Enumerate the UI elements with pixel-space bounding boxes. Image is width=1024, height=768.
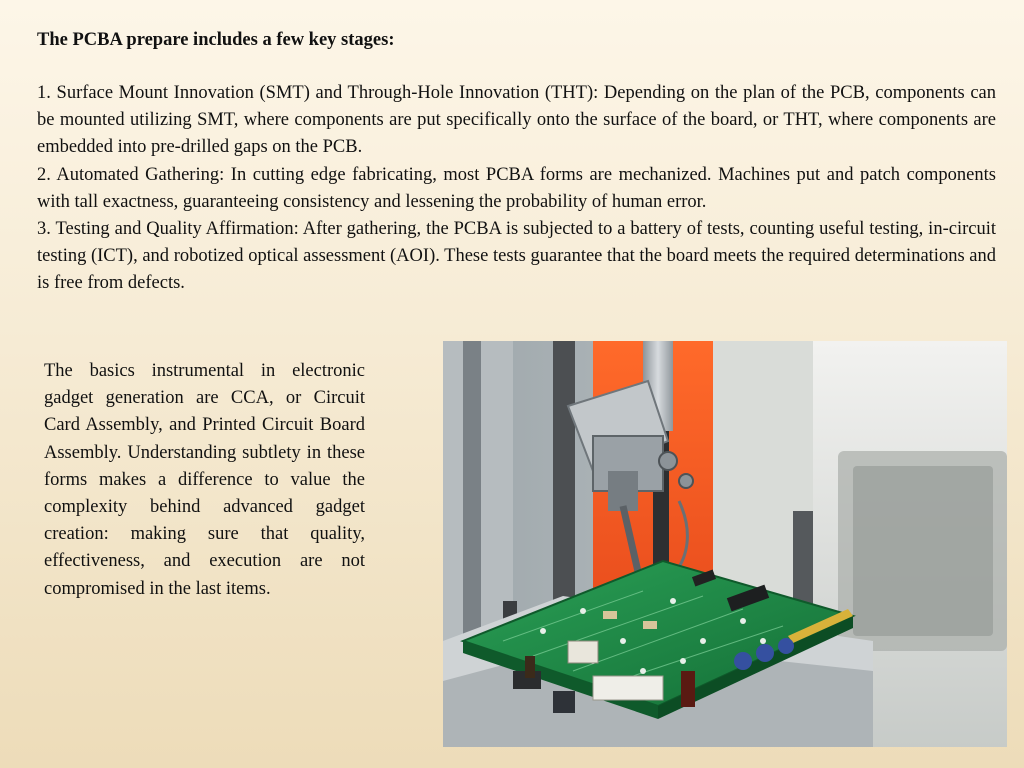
- stage-item-smt-tht: 1. Surface Mount Innovation (SMT) and Through-Hole Innovation (THT): Depending on the plan of the PCB, components can be mounted utilizing SMT, where components are put specifically onto the surface of the board, or THT, where components are embedded into pre-drilled gaps on the PCB.: [37, 83, 996, 158]
- pcb-assembly-photo: [443, 341, 1007, 747]
- page-title: The PCBA prepare includes a few key stages:: [37, 30, 395, 50]
- stage-item-testing-quality: 3. Testing and Quality Affirmation: After gathering, the PCBA is subjected to a battery of tests, counting useful testing, in-circuit testing (ICT), and robotized optical assessment (AOI). These tests guarantee that the board meets the required determinations and is free from defects.: [37, 219, 996, 294]
- stage-item-automated-gathering: 2. Automated Gathering: In cutting edge fabricating, most PCBA forms are mechanized. Machines put and patch components with tall exactness, guaranteeing consistency and lessening the probability of human error.: [37, 164, 996, 212]
- stages-list: [37, 80, 996, 298]
- pcb-soldering-machine-photo-icon: [443, 341, 1007, 747]
- intro-paragraph: The basics instrumental in electronic gadget generation are CCA, or Circuit Card Assembly, and Printed Circuit Board Assembly. Understanding subtlety in these forms makes a difference to value the complexity behind advanced gadget creation: making sure that quality, effectiveness, and execution are not compromised in the last items.: [44, 361, 365, 599]
